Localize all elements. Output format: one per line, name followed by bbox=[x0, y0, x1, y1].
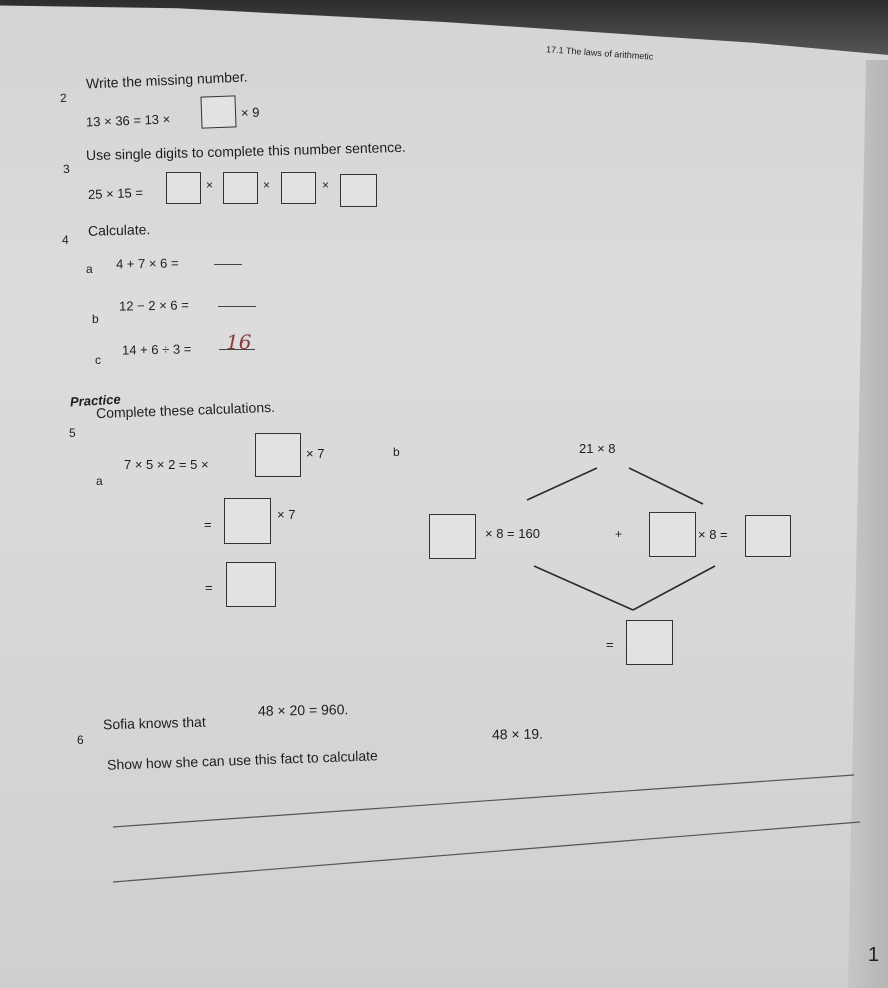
q3-times-2: × bbox=[263, 178, 271, 192]
q5-b-label: b bbox=[393, 445, 400, 459]
q5-a-line2-right: × 7 bbox=[277, 507, 296, 522]
q5-b-line-bottom-right bbox=[633, 566, 715, 610]
q2-equation-left: 13 × 36 = 13 × bbox=[85, 111, 171, 130]
q6-target: 48 × 19. bbox=[491, 725, 544, 743]
q5-a-label: a bbox=[96, 474, 103, 488]
q2-prompt: Write the missing number. bbox=[85, 68, 248, 92]
q5-a-line1-right: × 7 bbox=[306, 446, 325, 461]
question-number-2: 2 bbox=[59, 90, 68, 106]
question-number-4: 4 bbox=[62, 233, 69, 247]
q5-b-line-bottom-left bbox=[534, 566, 633, 610]
q5-b-box-result[interactable] bbox=[745, 515, 791, 557]
q5-b-box-right[interactable] bbox=[649, 512, 696, 557]
q6-line2: Show how she can use this fact to calculate bbox=[106, 747, 379, 773]
q5-b-bottom-equals: = bbox=[606, 637, 614, 652]
q3-times-3: × bbox=[322, 178, 330, 192]
q6-line1: Sofia knows that bbox=[102, 713, 206, 733]
question-number-3: 3 bbox=[62, 161, 71, 177]
q4-a-expression: 4 + 7 × 6 = bbox=[115, 255, 179, 272]
q3-equation-left: 25 × 15 = bbox=[87, 185, 144, 202]
q2-equation-right: × 9 bbox=[240, 104, 260, 121]
q4-a-label: a bbox=[86, 262, 93, 276]
question-number-6: 6 bbox=[77, 733, 84, 747]
q5-b-left-expression: × 8 = 160 bbox=[485, 526, 540, 541]
q4-c-expression: 14 + 6 ÷ 3 = bbox=[121, 341, 192, 358]
q6-answer-line-1 bbox=[113, 775, 854, 827]
q3-prompt: Use single digits to complete this number sentence. bbox=[85, 138, 406, 164]
q5-a-line3-equals: = bbox=[205, 580, 213, 595]
q5-b-box-bottom[interactable] bbox=[626, 620, 673, 665]
practice-heading: Practice bbox=[69, 391, 121, 410]
q5-b-line-top-right bbox=[629, 468, 703, 504]
q6-answer-line-2 bbox=[113, 822, 860, 882]
q4-c-handwritten-answer: 16 bbox=[226, 330, 252, 354]
q4-c-label: c bbox=[95, 353, 101, 367]
q6-fact: 48 × 20 = 960. bbox=[257, 701, 349, 719]
q5-b-top-expression: 21 × 8 bbox=[579, 441, 616, 456]
q5-b-line-top-left bbox=[527, 468, 597, 500]
q3-times-1: × bbox=[206, 178, 214, 192]
q5-b-plus: + bbox=[615, 527, 623, 541]
q4-b-label: b bbox=[92, 312, 99, 326]
q4-prompt: Calculate. bbox=[87, 221, 151, 239]
q5-b-box-left[interactable] bbox=[429, 514, 476, 559]
question-number-5: 5 bbox=[69, 426, 76, 440]
q5-prompt: Complete these calculations. bbox=[95, 398, 276, 422]
q5-b-right-expression: × 8 = bbox=[698, 527, 728, 542]
q5-a-line1: 7 × 5 × 2 = 5 × bbox=[124, 457, 209, 472]
page-number: 1 bbox=[868, 944, 880, 966]
q5-a-line2-equals: = bbox=[204, 517, 212, 532]
section-header: 17.1 The laws of arithmetic bbox=[545, 44, 654, 62]
q4-b-expression: 12 − 2 × 6 = bbox=[118, 297, 189, 314]
